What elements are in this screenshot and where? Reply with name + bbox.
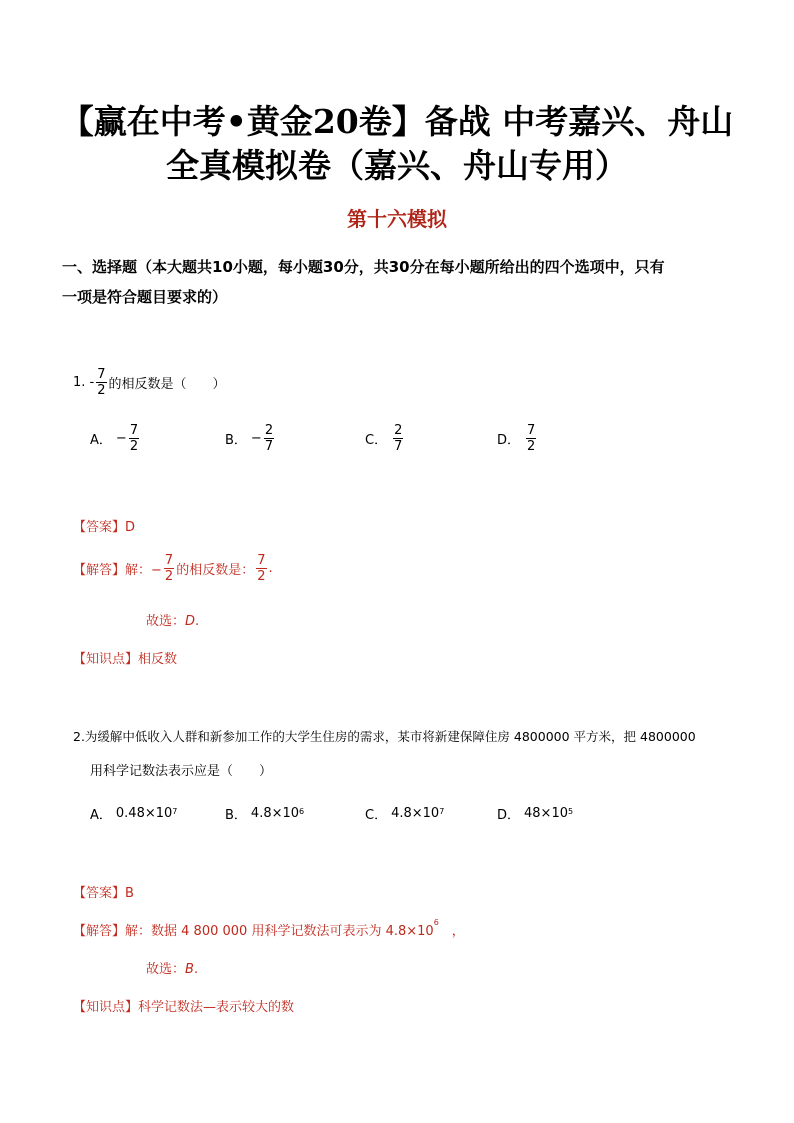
question-1-answer	[73, 516, 135, 535]
solution-tag: 【解答】	[73, 924, 126, 939]
page-subtitle: 第十六模拟	[347, 207, 447, 231]
option-base: 48×10	[524, 806, 568, 821]
question-2-line1: 2.为缓解中低收入人群和新参加工作的大学生住房的需求，某市将新建保障住房 4800000 平方米，把 4800000	[73, 729, 696, 744]
question-2-option-c	[365, 804, 444, 823]
fraction-numerator: 2	[264, 423, 274, 438]
option-label: C．	[365, 433, 388, 448]
question-1-prefix: 1. -	[73, 375, 95, 390]
answer-value: B	[125, 886, 134, 901]
question-1-solution	[73, 553, 273, 584]
solution-text: 解：数据 4 800 000 用科学记数法可表示为 4.8×10	[125, 924, 434, 939]
solution-exponent: 6	[433, 918, 439, 927]
question-2-option-d	[497, 804, 573, 823]
question-1-option-b	[225, 423, 276, 454]
option-base: 0.48×10	[115, 806, 173, 821]
answer-tag: 【答案】	[73, 520, 126, 535]
choose-text: 故选：	[146, 614, 186, 629]
option-exponent: 5	[568, 807, 574, 816]
fraction-denominator: 7	[264, 439, 274, 454]
choose-letter: B	[185, 962, 194, 977]
section-heading-line1: 一、选择题（本大题共10小题，每小题30分，共30分在每小题所给出的四个选项中，只有	[62, 258, 665, 276]
solution-mid: 的相反数是：	[176, 563, 255, 578]
question-2-choose	[146, 958, 198, 977]
option-base: 4.8×10	[391, 806, 440, 821]
fraction-numerator: 7	[164, 553, 174, 568]
answer-value: D	[125, 520, 136, 535]
option-label: A．	[90, 433, 112, 448]
question-2-line2: 用科学记数法表示应是（ ）	[90, 764, 273, 779]
knowledge-value: 科学记数法—表示较大的数	[138, 1000, 295, 1015]
question-1-choose	[146, 610, 199, 629]
option-label: D．	[497, 808, 521, 823]
solution-tag: 【解答】	[73, 563, 126, 578]
question-1-option-d	[497, 423, 538, 454]
question-1-knowledge	[73, 648, 177, 667]
option-label: D．	[497, 433, 521, 448]
solution-prefix: 解：−	[125, 563, 162, 578]
option-label: B．	[225, 433, 247, 448]
solution-fraction-2	[256, 553, 266, 584]
fraction-denominator: 2	[129, 439, 139, 454]
option-label: B．	[225, 808, 247, 823]
fraction-numerator: 2	[394, 423, 403, 438]
option-label: A．	[90, 808, 112, 823]
option-exponent: 7	[439, 807, 445, 816]
choose-letter: D	[185, 614, 196, 629]
question-1-option-c	[365, 423, 405, 454]
fraction-denominator: 2	[527, 439, 536, 454]
option-fraction	[393, 423, 403, 454]
question-1-option-a	[90, 423, 141, 454]
fraction-numerator: 7	[527, 423, 536, 438]
question-1	[73, 367, 226, 398]
fraction-numerator: 7	[257, 553, 266, 568]
question-2-option-b	[225, 804, 304, 823]
fraction-denominator: 7	[394, 439, 403, 454]
question-2-answer	[73, 882, 134, 901]
option-label: C．	[365, 808, 388, 823]
choose-text: 故选：	[146, 962, 186, 977]
fraction-denominator: 2	[164, 569, 174, 584]
option-exponent: 6	[299, 807, 305, 816]
option-fraction	[526, 423, 536, 454]
option-exponent: 7	[172, 807, 178, 816]
question-2-option-a	[90, 804, 177, 823]
fraction-numerator: 7	[97, 367, 106, 382]
question-1-suffix: 的相反数是（ ）	[108, 377, 226, 392]
question-2-solution	[73, 920, 465, 939]
knowledge-tag: 【知识点】	[73, 652, 139, 667]
section-heading-line2: 一项是符合题目要求的）	[62, 288, 228, 306]
option-fraction	[264, 423, 274, 454]
option-fraction	[129, 423, 139, 454]
choose-end: .	[195, 614, 200, 629]
fraction-numerator: 7	[129, 423, 139, 438]
question-1-fraction	[96, 367, 106, 398]
solution-fraction-1	[164, 553, 174, 584]
option-sign: −	[115, 431, 127, 446]
option-sign: −	[250, 431, 262, 446]
knowledge-tag: 【知识点】	[73, 1000, 139, 1015]
solution-end: .	[268, 561, 273, 576]
choose-end: .	[193, 962, 199, 977]
question-2-knowledge	[73, 996, 294, 1015]
fraction-denominator: 2	[97, 383, 106, 398]
answer-tag: 【答案】	[73, 886, 126, 901]
page-title-line1: 【赢在中考•黄金20卷】备战 中考嘉兴、舟山	[60, 102, 734, 141]
page-title-line2: 全真模拟卷（嘉兴、舟山专用）	[166, 146, 628, 185]
fraction-denominator: 2	[257, 569, 266, 584]
solution-end: ，	[438, 924, 465, 939]
knowledge-value: 相反数	[138, 652, 178, 667]
option-base: 4.8×10	[250, 806, 300, 821]
